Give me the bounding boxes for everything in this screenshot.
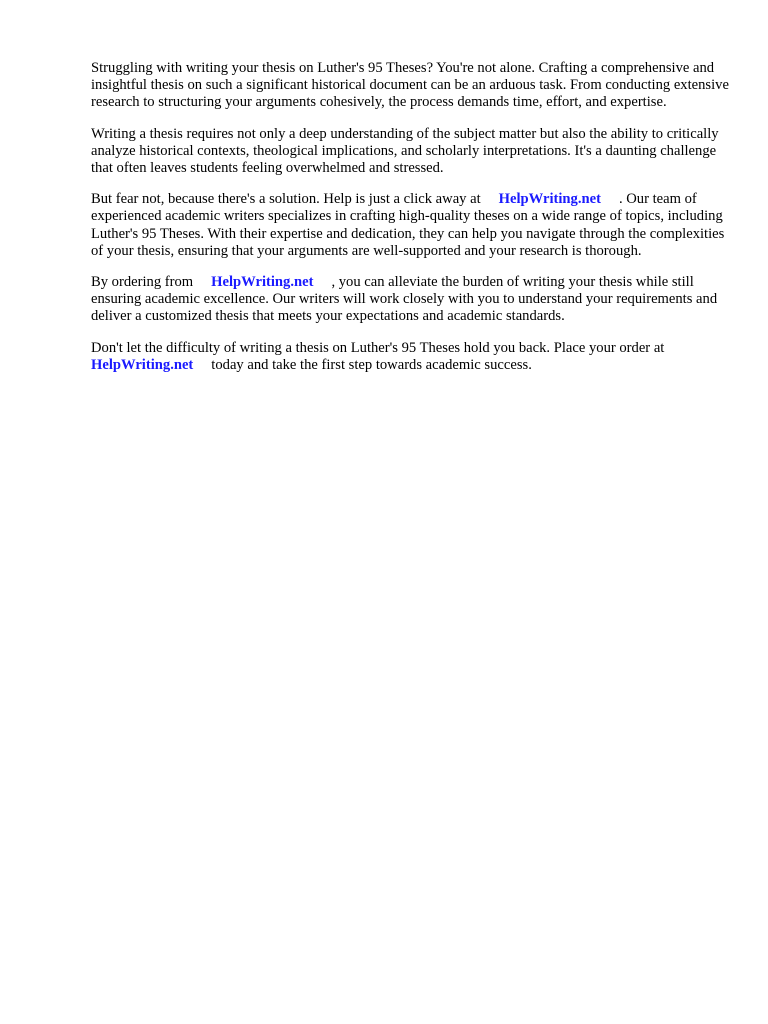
document-body <box>91 60 731 388</box>
paragraph-solution-text-before: But fear not, because there's a solution. Help is just a click away at <box>91 191 481 208</box>
paragraph-ordering <box>91 274 731 326</box>
paragraph-ordering-text-before: By ordering from <box>91 274 194 291</box>
paragraph-solution <box>91 191 731 260</box>
paragraph-solution-text-after: . Our team of experienced academic writers specializes in crafting high-quality theses on a wide range of topics, including Luther's 95 Theses. With their expertise and dedication, they can help you navigate through the complexities of your thesis, ensuring that your arguments are well-supported and your research is thorough. <box>91 191 725 259</box>
paragraph-cta-text-before: Don't let the difficulty of writing a thesis on Luther's 95 Theses hold you back. Place your order at <box>91 339 665 356</box>
helpwriting-link-2[interactable]: HelpWriting.net <box>211 274 314 291</box>
paragraph-ordering-text-after: , you can alleviate the burden of writing your thesis while still ensuring academic excellence. Our writers will work closely with you to understand your requirements and deliver a customized thesis that meets your expectations and academic standards. <box>91 274 718 325</box>
paragraph-call-to-action <box>91 340 731 374</box>
paragraph-cta-text-after: today and take the first step towards academic success. <box>211 356 532 373</box>
paragraph-intro: Struggling with writing your thesis on Luther's 95 Theses? You're not alone. Crafting a comprehensive and insightful thesis on such a significant historical document can be an arduous task. From conducting extensive research to structuring your arguments cohesively, the process demands time, effort, and expertise. <box>91 60 729 111</box>
helpwriting-link-1[interactable]: HelpWriting.net <box>498 191 601 208</box>
helpwriting-link-3[interactable]: HelpWriting.net <box>91 356 194 373</box>
paragraph-challenge: Writing a thesis requires not only a deep understanding of the subject matter but also the ability to critically analyze historical contexts, theological implications, and scholarly interpretations. It's a daunting challenge that often leaves students feeling overwhelmed and stressed. <box>91 125 719 177</box>
